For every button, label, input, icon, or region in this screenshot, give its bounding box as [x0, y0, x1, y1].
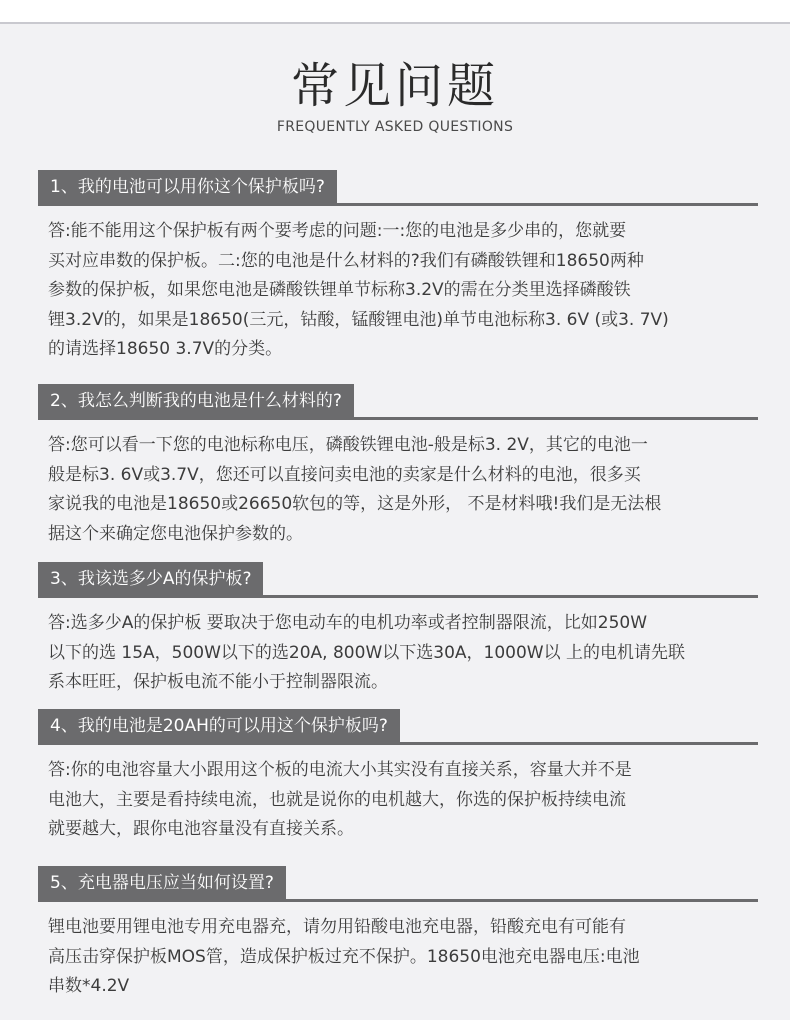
answer-line: 的请选择18650 3.7V的分类。 [48, 339, 283, 359]
faq-question-5: 5、充电器电压应当如何设置? [38, 866, 286, 900]
answer-line: 就要越大，跟你电池容量没有直接关系。 [48, 819, 354, 839]
faq-answer-4 [48, 756, 758, 845]
faq-question-2: 2、我怎么判断我的电池是什么材料的? [38, 384, 354, 418]
answer-line: 串数*4.2V [48, 976, 130, 996]
faq-item-1 [38, 170, 758, 365]
faq-item-4 [38, 709, 758, 845]
answer-line: 据这个来确定您电池保护参数的。 [48, 523, 303, 544]
faq-answer-3 [48, 609, 758, 698]
faq-question-1: 1、我的电池可以用你这个保护板吗? [38, 170, 337, 204]
answer-line: 参数的保护板，如果您电池是磷酸铁锂单节标称3.2V的需在分类里选择磷酸铁 [48, 280, 631, 300]
answer-line: 高压击穿保护板MOS管，造成保护板过充不保护。18650电池充电器电压:电池 [48, 946, 640, 967]
faq-question-3: 3、我该选多少A的保护板? [38, 562, 263, 596]
page-subtitle: FREQUENTLY ASKED QUESTIONS [276, 119, 514, 135]
faq-answer-1 [48, 217, 758, 365]
answer-line: 答:您可以看一下您的电池标称电压，磷酸铁锂电池-般是标3. 2V，其它的电池一 [48, 435, 648, 455]
answer-line: 电池大，主要是看持续电流，也就是说你的电机越大，你选的保护板持续电流 [48, 789, 626, 810]
faq-item-2 [38, 384, 758, 549]
answer-line: 答:你的电池容量大小跟用这个板的电流大小其实没有直接关系，容量大并不是 [48, 760, 632, 780]
answer-line: 般是标3. 6V或3.7V，您还可以直接问卖电池的卖家是什么材料的电池，很多买 [48, 464, 641, 485]
page-header [0, 56, 790, 136]
faq-item-3 [38, 562, 758, 698]
answer-line: 答:能不能用这个保护板有两个要考虑的问题:一:您的电池是多少串的，您就要 [48, 221, 627, 241]
faq-question-4: 4、我的电池是20AH的可以用这个保护板吗? [38, 709, 400, 743]
page-title: 常见问题 [290, 58, 499, 114]
answer-line: 锂电池要用锂电池专用充电器充，请勿用铅酸电池充电器，铅酸充电有可能有 [48, 917, 626, 937]
faq-answer-5 [48, 913, 758, 1002]
faq-answer-2 [48, 431, 758, 549]
answer-line: 买对应串数的保护板。二:您的电池是什么材料的?我们有磷酸铁锂和18650两种 [48, 250, 644, 271]
answer-line: 答:选多少A的保护板 要取决于您电动车的电机功率或者控制器限流，比如250W [48, 613, 648, 633]
answer-line: 系本旺旺，保护板电流不能小于控制器限流。 [48, 672, 388, 692]
top-divider-bar [0, 0, 790, 24]
answer-line: 以下的选 15A，500W以下的选20A, 800W以下选30A，1000W以 上的电机请先联 [48, 642, 685, 663]
answer-line: 家说我的电池是18650或26650软包的等，这是外形， 不是材料哦!我们是无法根 [48, 494, 662, 514]
faq-item-5 [38, 866, 758, 1002]
answer-line: 锂3.2V的，如果是18650(三元，钴酸，锰酸锂电池)单节电池标称3. 6V (或3. 7V) [48, 309, 669, 330]
